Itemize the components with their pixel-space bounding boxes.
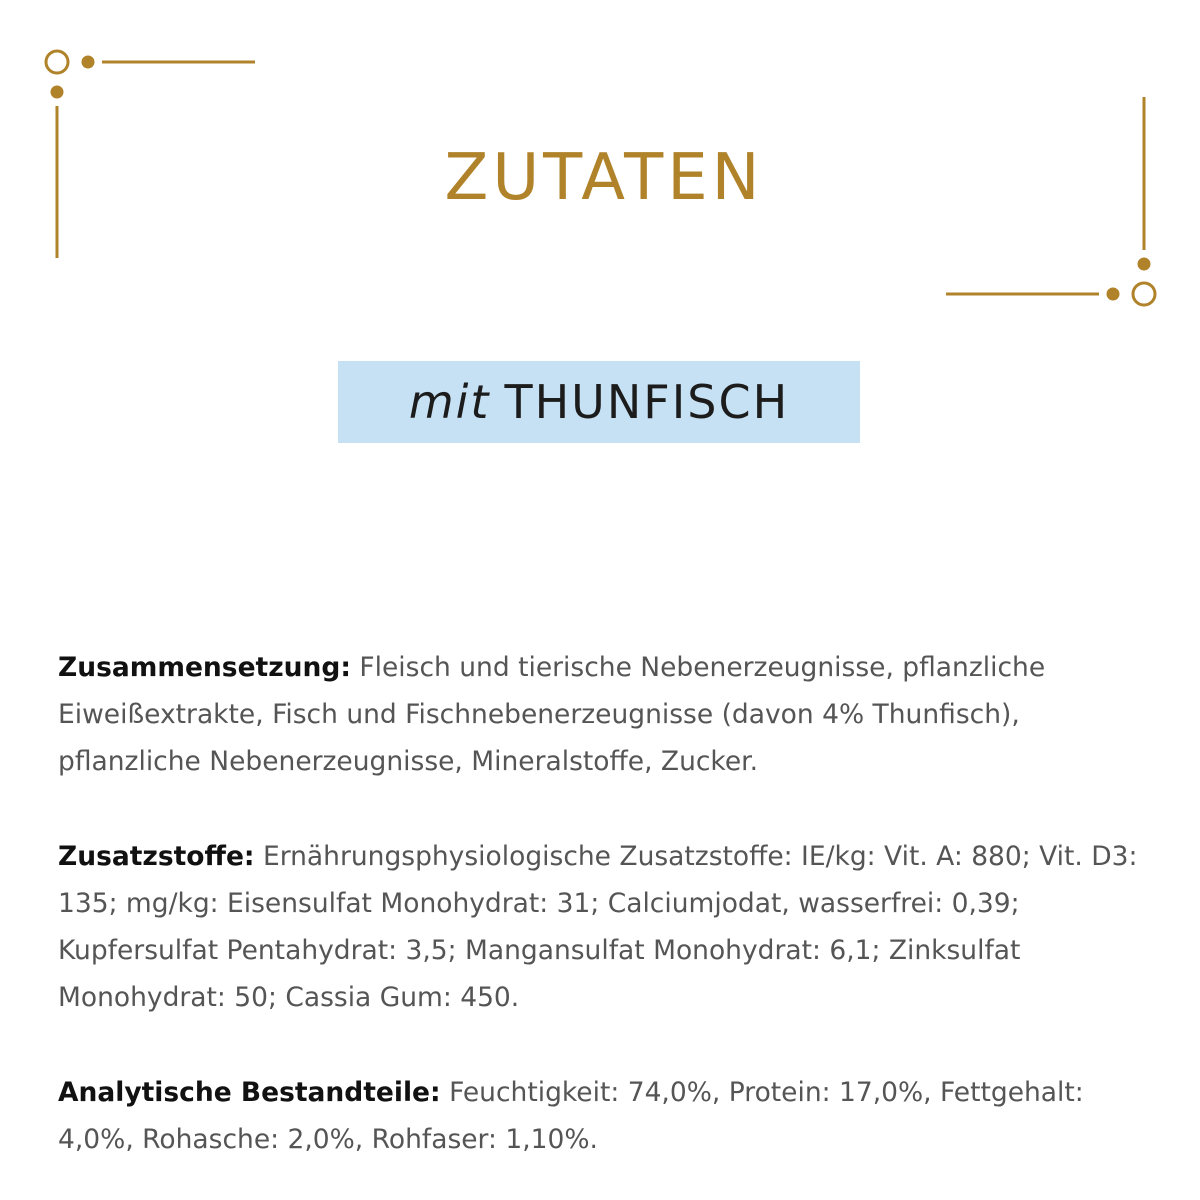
- variant-name: THUNFISCH: [504, 375, 790, 429]
- variant-banner: [338, 361, 860, 443]
- section-label: Zusammensetzung:: [58, 652, 351, 683]
- composition-section: [58, 644, 1150, 785]
- section-label: Analytische Bestandteile:: [58, 1077, 441, 1108]
- section-text: Feuchtigkeit: 74,0%, Protein: 17,0%, Fettgehalt: 4,0%, Rohasche: 2,0%, Rohfaser: 1,10%.: [58, 1077, 1084, 1155]
- page-title: ZUTATEN: [444, 141, 764, 215]
- section-label: Zusatzstoffe:: [58, 841, 255, 872]
- additives-section: [58, 833, 1150, 1021]
- section-text: Ernährungsphysiologische Zusatzstoffe: IE/kg: Vit. A: 880; Vit. D3: 135; mg/kg: Eisensulfat Monohydrat: 31; Calciumjodat, wasserfrei: 0,39; Kupfersulfat Pentahydrat: 3,5; Mangansulfat Monohydrat: 6,1; Zinksulfat Monohydrat: 50; Cassia Gum: 450.: [58, 841, 1138, 1013]
- analytical-section: [58, 1069, 1150, 1163]
- variant-prefix: mit: [408, 375, 491, 429]
- variant-label: [409, 375, 789, 429]
- ingredients-content: [58, 644, 1150, 1163]
- section-text: Fleisch und tierische Nebenerzeugnisse, pflanzliche Eiweißextrakte, Fisch und Fischnebenerzeugnisse (davon 4% Thunfisch), pflanzliche Nebenerzeugnisse, Mineralstoffe, Zucker.: [58, 652, 1046, 777]
